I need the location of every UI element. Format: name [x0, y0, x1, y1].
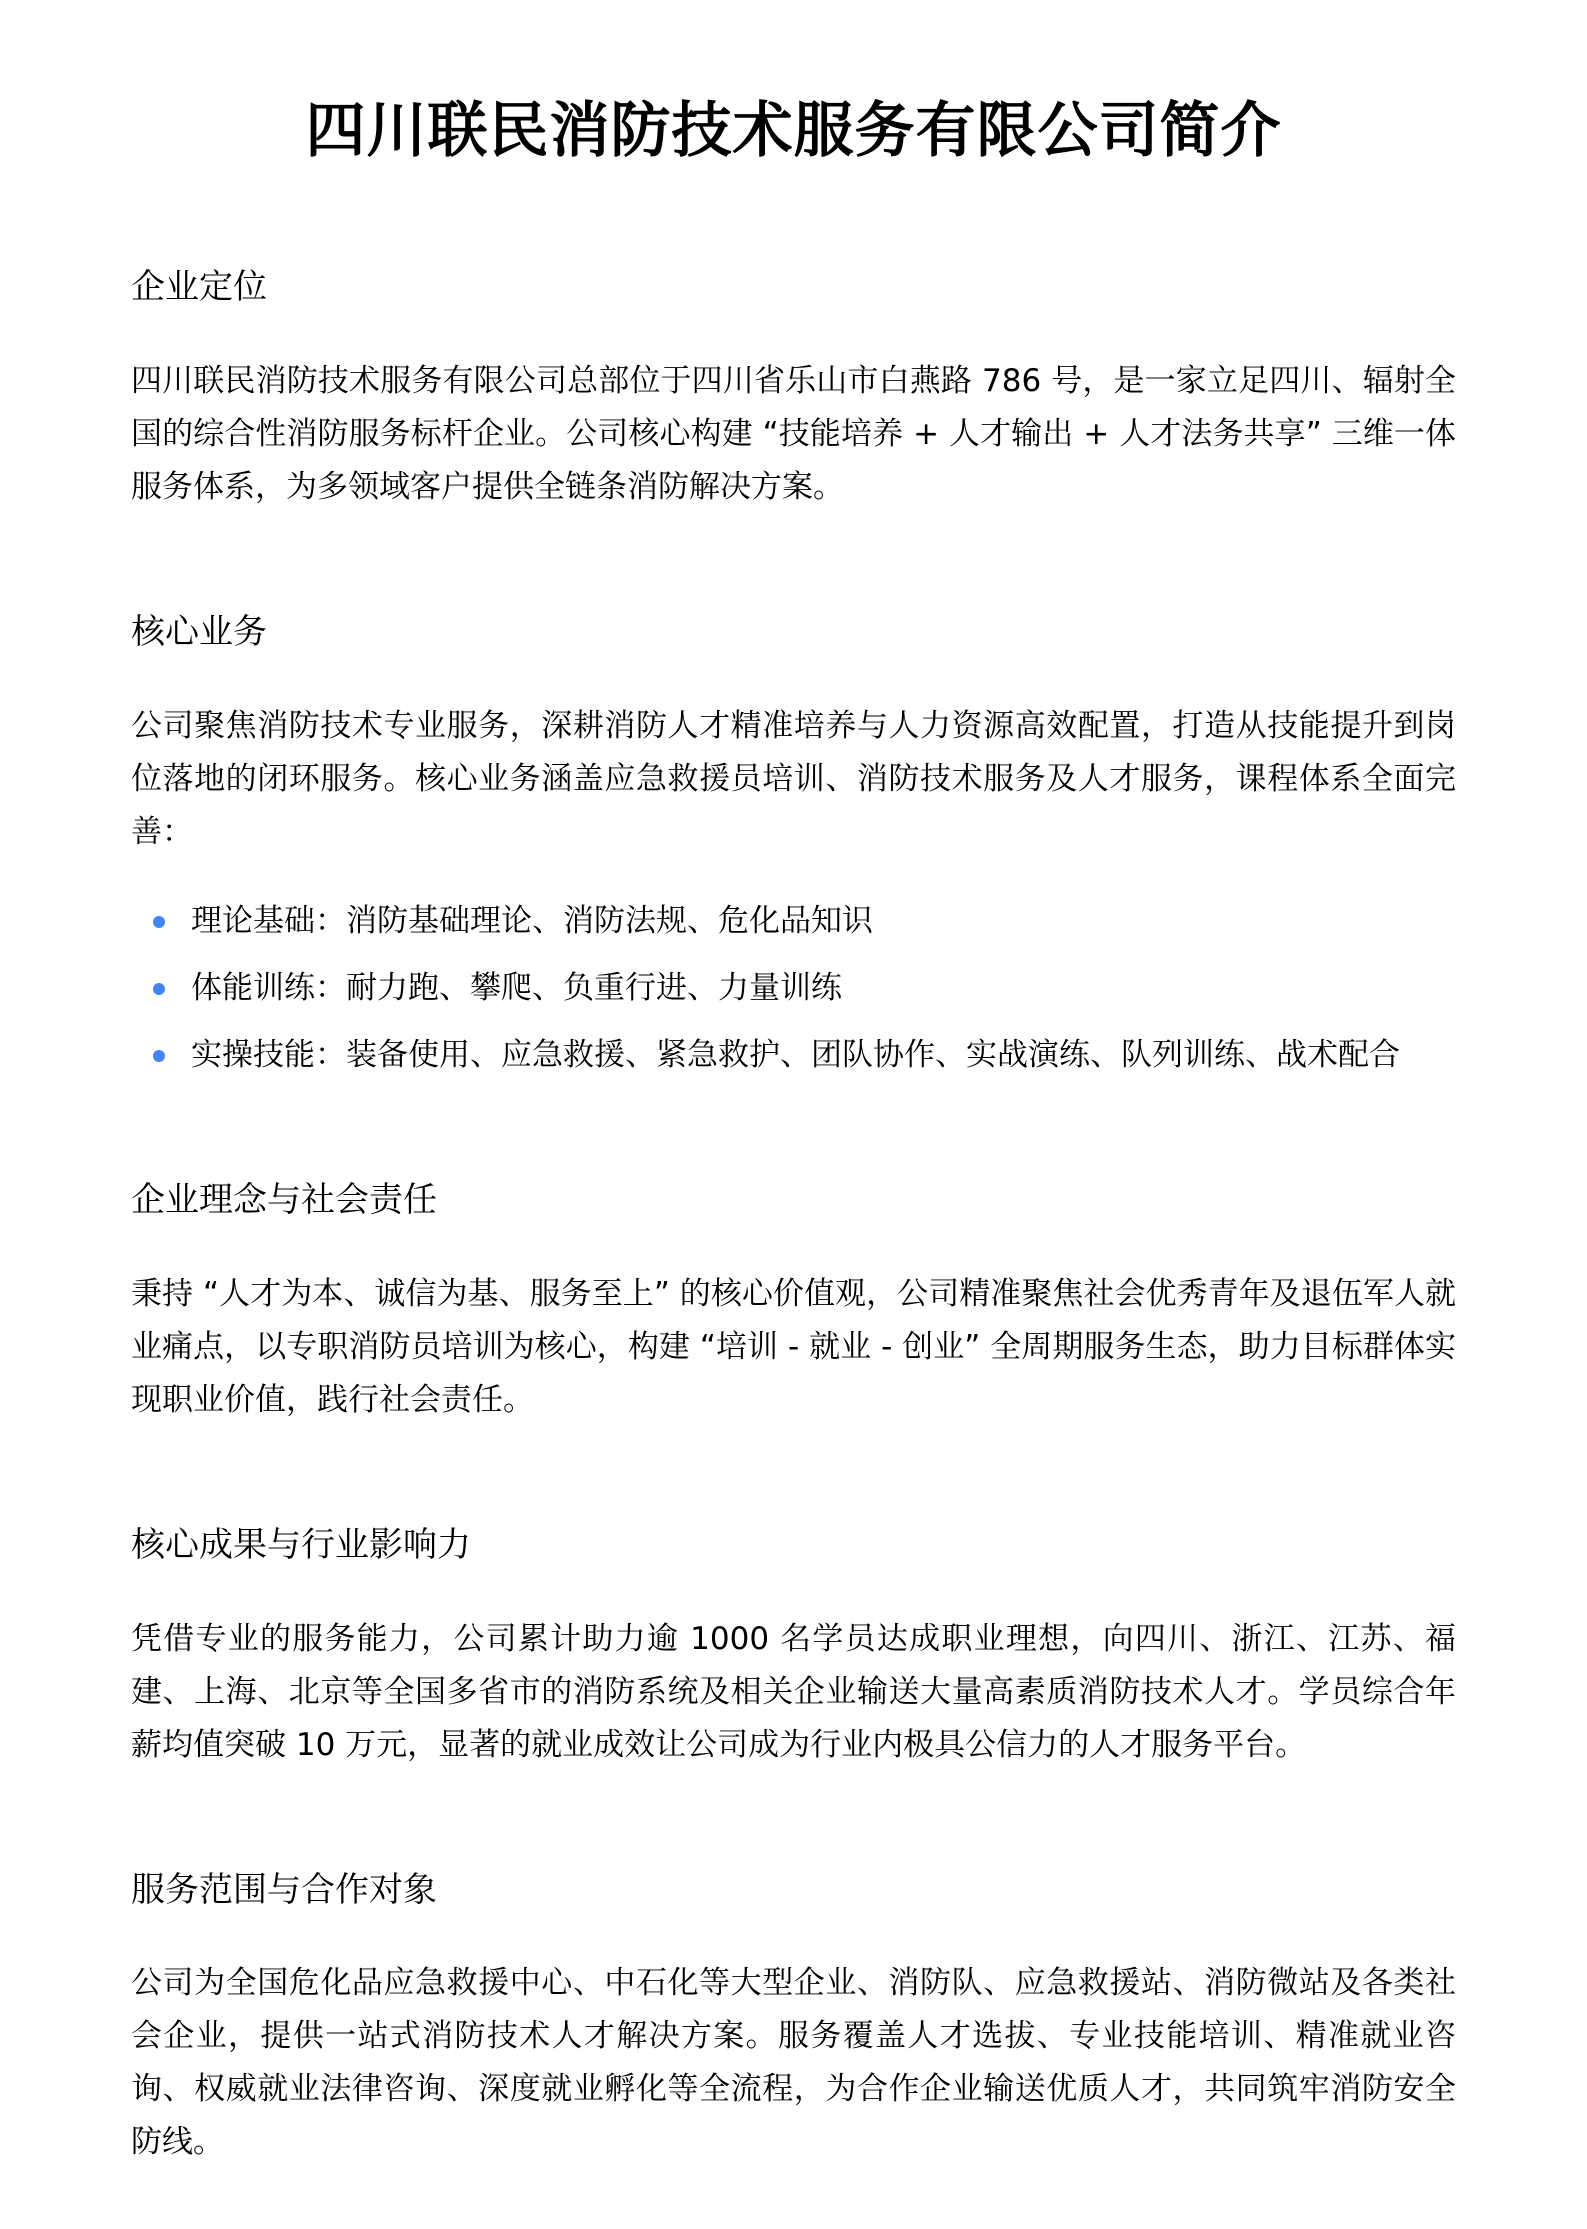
bullet-item-theory — [131, 895, 1456, 948]
section-heading-company-positioning: 企业定位 — [131, 267, 267, 307]
page-title: 四川联民消防技术服务有限公司简介 — [305, 96, 1282, 166]
bullet-item-physical-training — [131, 962, 1456, 1015]
bullet-item-label: 体能训练：耐力跑、攀爬、负重行进、力量训练 — [191, 969, 842, 1006]
paragraph-philosophy-responsibility: 秉持 “人才为本、诚信为基、服务至上” 的核心价值观，公司精准聚焦社会优秀青年及退伍军人就业痛点，以专职消防员培训为核心，构建 “培训 - 就业 - 创业” 全周期服务生态，助力目标群体实现职业价值，践行社会责任。 — [131, 1275, 1456, 1418]
bullet-dot-icon — [153, 1050, 165, 1062]
bullet-item-practical-skills — [131, 1029, 1456, 1082]
section-heading-philosophy-responsibility: 企业理念与社会责任 — [131, 1179, 437, 1220]
section-achievements-influence — [131, 1523, 1456, 1772]
paragraph-company-positioning: 四川联民消防技术服务有限公司总部位于四川省乐山市白燕路 786 号，是一家立足四川、辐射全国的综合性消防服务标杆企业。公司核心构建 “技能培养 + 人才输出 + 人才法务共享” 三维一体服务体系，为多领域客户提供全链条消防解决方案。 — [131, 362, 1456, 505]
bullet-dot-icon — [153, 916, 165, 928]
bullet-list-course-system — [131, 895, 1456, 1082]
bullet-item-label: 理论基础：消防基础理论、消防法规、危化品知识 — [191, 902, 873, 939]
bullet-item-label: 实操技能：装备使用、应急救援、紧急救护、团队协作、实战演练、队列训练、战术配合 — [191, 1036, 1400, 1073]
section-philosophy-responsibility — [131, 1178, 1456, 1427]
section-core-business — [131, 610, 1456, 1082]
section-company-positioning — [131, 265, 1456, 514]
section-service-scope-partners — [131, 1868, 1456, 2170]
paragraph-core-business: 公司聚焦消防技术专业服务，深耕消防人才精准培养与人力资源高效配置，打造从技能提升到岗位落地的闭环服务。核心业务涵盖应急救援员培训、消防技术服务及人才服务，课程体系全面完善： — [131, 707, 1456, 850]
section-heading-core-business: 核心业务 — [131, 611, 267, 652]
section-heading-achievements-influence: 核心成果与行业影响力 — [131, 1524, 471, 1565]
paragraph-achievements-influence: 凭借专业的服务能力，公司累计助力逾 1000 名学员达成职业理想，向四川、浙江、江苏、福建、上海、北京等全国多省市的消防系统及相关企业输送大量高素质消防技术人才。学员综合年薪均值突破 10 万元，显著的就业成效让公司成为行业内极具公信力的人才服务平台。 — [131, 1620, 1456, 1763]
paragraph-service-scope-partners: 公司为全国危化品应急救援中心、中石化等大型企业、消防队、应急救援站、消防微站及各类社会企业，提供一站式消防技术人才解决方案。服务覆盖人才选拔、专业技能培训、精准就业咨询、权威就业法律咨询、深度就业孵化等全流程，为合作企业输送优质人才，共同筑牢消防安全防线。 — [131, 1965, 1456, 2161]
section-heading-service-scope-partners: 服务范围与合作对象 — [131, 1869, 437, 1910]
bullet-dot-icon — [153, 983, 165, 995]
